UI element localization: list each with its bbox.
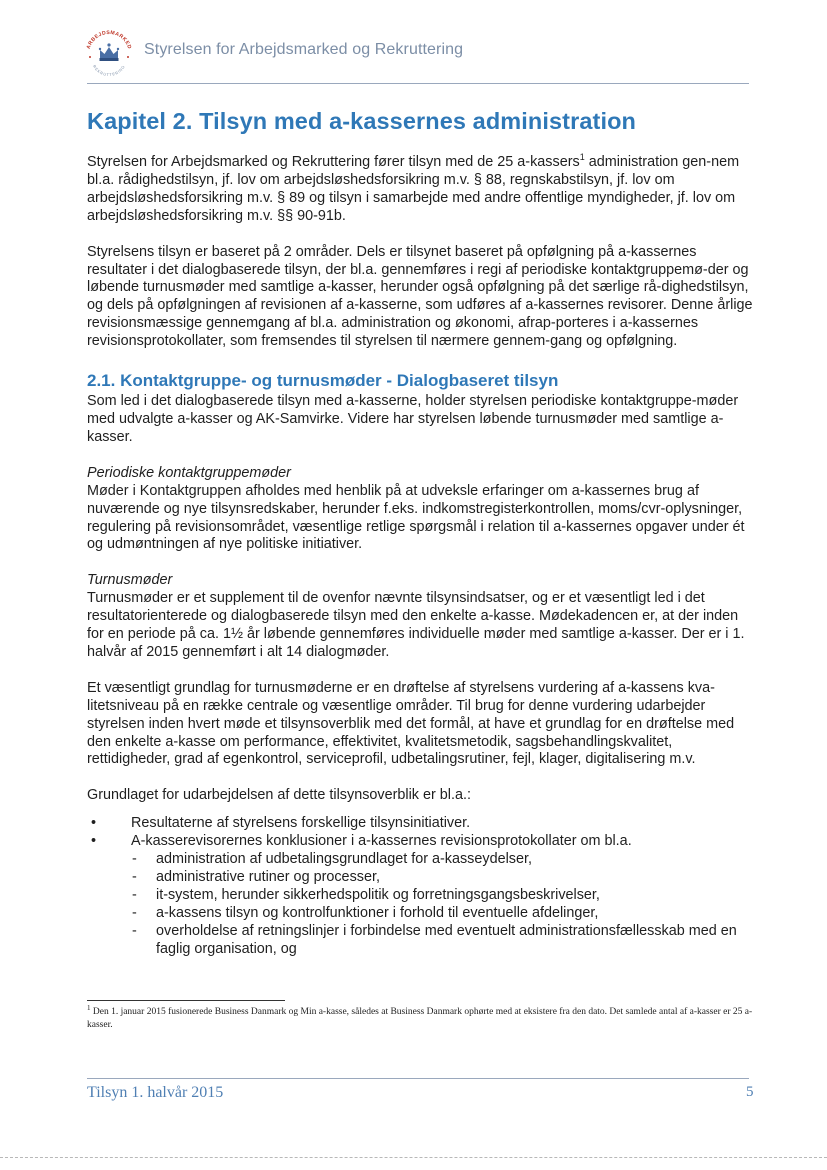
para1-text-b: administration gen-nem bl.a. rådighedstilsyn, jf. lov om arbejdsløshedsforsikring m.v. § 88, regnskabstilsyn, jf. lov om arbejdsløshedsforsikring m.v. § 89 og tilsyn i samarbejde med andre offentlige myndigheder, jf. lov om arbejdsløshedsforsikring m.v. §§ 90-91b. [87,154,740,224]
footnote-text: Den 1. januar 2015 fusionerede Business Danmark og Min a-kasse, således at Business Danmark ophørte med at eksistere fra den dato. Det samlede antal af a-kasser er 25 a-kasser. [87,1007,753,1030]
subheading-turnusmoder: Turnusmøder [87,572,173,589]
chapter-paragraph-2: Styrelsens tilsyn er baseret på 2 områder. Dels er tilsynet baseret på opfølgning på a-kassernes resultater i det dialogbaserede tilsyn, der bl.a. gennemføres i regi af periodiske kontaktgruppemø-der og løbende turnusmøder med samtlige a-kasser, herunder også opfølgning på det særlige rå-dighedstilsyn, og dels på opfølgningen af revisionen af a-kasserne, som udføres af a-kassernes revisorer. Denne årlige revisionsmæssige gennemgang af bl.a. administration og økonomi, afrap-porteres i a-kassernes revisionsprotokollater, som fremsendes til styrelsen til nærmere gennem-gang og opfølgning. [87,243,753,350]
dash-icon: - [132,922,137,939]
sub-item-text: administration af udbetalingsgrundlaget for a-kasseydelser, [156,851,532,868]
sub-list-item [131,851,757,869]
paragraph-grundlag: Et væsentligt grundlag for turnusmøderne er en drøftelse af styrelsens vurdering af a-kassens kva-litetsniveau på en række centrale og væsentlige områder. Til brug for denne vurdering udarbejder styrelsen inden hvert møde et tilsynsoverblik med det formål, at have et grundlag for en drøftelse med den enkelte a-kasse om performance, effektivitet, kvalitetsmetodik, sagsbehandlingskvalitet, rettidigheder, grad af egenkontrol, serviceprofil, udbetalingsrutiner, fejl, klager, digitalisering m.v. [87,679,735,768]
main-content [87,108,757,959]
sub-item-text: overholdelse af retningslinjer i forbindelse med eventuelt administrationsfællesskab med en faglig organisation, og [156,922,737,957]
sub-item-text: a-kassens tilsyn og kontrolfunktioner i forhold til eventuelle afdelinger, [156,904,599,921]
dash-icon: - [132,869,137,885]
list-item [87,815,757,833]
scan-edge-line [0,1157,827,1159]
crown-logo-icon [80,27,138,79]
footnote-reference[interactable]: 1 [579,152,585,162]
dash-icon: - [132,904,137,921]
footnote-mark: 1 [87,1004,91,1012]
header-divider [87,83,749,84]
bullet-text: A-kasserevisorernes konklusioner i a-kassernes revisionsprotokollater om bl.a. [131,833,632,850]
para1-text-a: Styrelsen for Arbejdsmarked og Rekruttering fører tilsyn med de 25 a-kassers [87,154,580,170]
agency-name: Styrelsen for Arbejdsmarked og Rekruttering [144,41,464,58]
dash-icon: - [132,851,137,868]
subsection-1-text: Møder i Kontaktgruppen afholdes med henblik på at udveksle erfaringer om a-kassernes brug af nuværende og nye tilsynsredskaber, herunder f.eks. indkomstregisterkontrollen, moms/cvr-oplysninger, regulering på revisionsområdet, væsentlige retlige spørgsmål i relation til a-kassernes opgaver under ét og udmøntningen af nye politiske initiativer. [87,482,745,553]
bullet-icon: • [91,815,97,832]
sub-list-item [131,923,757,959]
sub-item-text: administrative rutiner og processer, [156,869,380,885]
sub-list-item [131,869,757,887]
footer-divider [87,1078,749,1079]
svg-text:REKRUTTERING [92,64,126,77]
logo-ring-bottom-text: REKRUTTERING [91,64,127,78]
footnote [87,1006,757,1032]
bullet-list [87,815,757,958]
subheading-periodiske: Periodiske kontaktgruppemøder [87,464,291,481]
dash-icon: - [132,886,137,903]
paragraph-lead-in: Grundlaget for udarbejdelsen af dette tilsynsoverblik er bl.a.: [87,787,471,804]
footnote-divider [87,1000,285,1001]
logo-ring-top-text: ARBEJDSMARKED [85,29,133,50]
subsection-2-text: Turnusmøder er et supplement til de ovenfor nævnte tilsynsindsatser, og er et væsentligt led i det resultatorienterede og dialogbaserede tilsyn med den enkelte a-kasse. Mødekadencen er, at der inden for en periode på ca. 1½ år løbende gennemføres individuelle møder med samtlige a-kasser. Der er i 1. halvår af 2015 gennemført i alt 14 dialogmøder. [87,590,745,660]
sub-list-item [131,905,757,923]
sub-list [131,851,757,958]
bullet-icon: • [91,833,97,850]
footer-title: Tilsyn 1. halvår 2015 [87,1084,224,1101]
page-number: 5 [746,1084,754,1100]
chapter-paragraph-1 [87,154,757,226]
section-title: 2.1. Kontaktgruppe- og turnusmøder - Dialogbaseret tilsyn [87,371,559,391]
svg-text:ARBEJDSMARKED [86,30,133,50]
sub-list-item [131,887,757,905]
list-item [87,833,757,958]
sub-item-text: it-system, herunder sikkerhedspolitik og forretningsgangsbeskrivelser, [156,886,600,903]
chapter-title: Kapitel 2. Tilsyn med a-kassernes administration [87,108,636,134]
section-intro: Som led i det dialogbaserede tilsyn med a-kasserne, holder styrelsen periodiske kontaktgruppe-møder med udvalgte a-kasser og AK-Samvirke. Videre har styrelsen løbende turnusmøder med samtlige a-kasser. [87,393,739,445]
bullet-text: Resultaterne af styrelsens forskellige tilsynsinitiativer. [131,815,471,832]
